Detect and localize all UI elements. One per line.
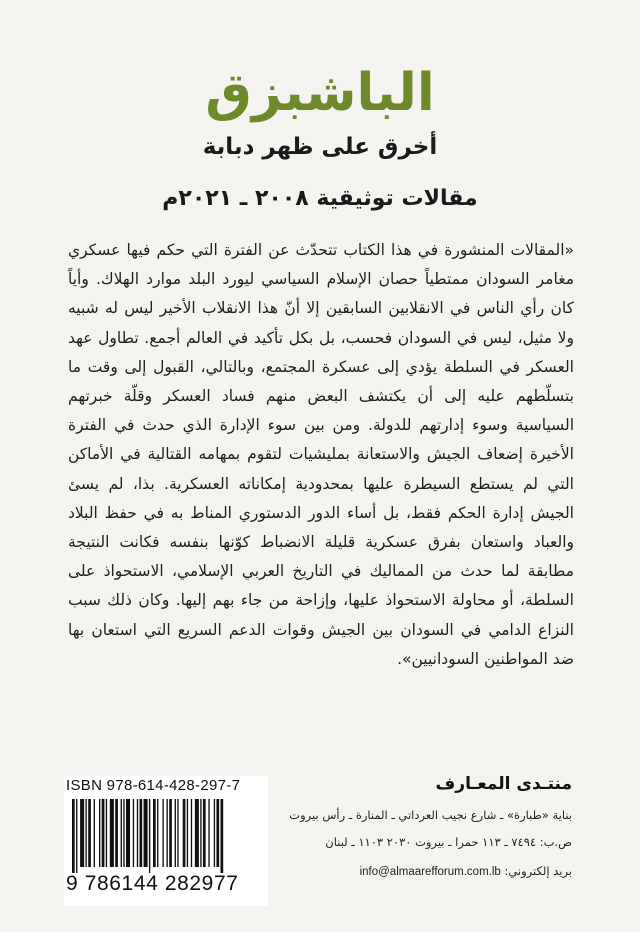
book-title: الباشبزق — [205, 63, 435, 123]
email-label: بريد إلكتروني: — [504, 864, 572, 878]
publisher-email[interactable]: info@almaarefforum.com.lb — [359, 866, 501, 878]
publisher-email-line — [360, 862, 572, 881]
publisher-address: بناية «طبارة» ـ شارع نجيب العرداتي ـ المنارة ـ رأس بيروت — [289, 808, 572, 822]
blurb-paragraph: «المقالات المنشورة في هذا الكتاب تتحدّث عن الفترة التي حكم فيها عسكري مغامر السودان ممتطياً حصان الإسلام السياسي ليورد البلد موارد الهلاك. وأياً كان رأي الناس في الانقلابين السابقين إلا أنّ هذا الانقلاب الأخير ليس له شبيه ولا مثيل، ليس في السودان فحسب، بل بكل تأكيد في العالم أجمع. تطاول عهد العسكر في السلطة يؤدي إلى عسكرة المجتمع، وبالتالي، القبول إلى وقت ما بتسلّطهم عليه إلى أن يكتشف البعض منهم فساد العسكر وقلّة خبرتهم السياسية وسوء إدارتهم للدولة. ومن بين سوء الإدارة الذي حدث في الفترة الأخيرة إضعاف الجيش والاستعانة بمليشيات لتقوم بمهامه القتالية في الأماكن التي لم يستطع السيطرة عليها بمحدودية إمكاناته العسكرية. بذا، لم يسئ الجيش إدارة الحكم فقط، بل أساء الدور الدستوري المناط به في حفظ البلاد والعباد واستعان بفرق عسكرية قليلة الانضباط كوّنها بنفسه فكانت النتيجة مطابقة لما حدث من المماليك في التاريخ العربي الإسلامي، الاستحواذ على السلطة، أو محاولة الاستحواذ عليها، وإزاحة من جاء بهم إليها. وكان ذلك سبب النزاع الدامي في السودان بين الجيش وقوات الدعم السريع التي استعان بها ضد المواطنين السودانيين». — [68, 241, 574, 668]
book-subtitle: أخرق على ظهر دبابة — [202, 134, 438, 160]
back-cover-blurb — [68, 236, 574, 674]
barcode-icon — [66, 799, 270, 873]
publisher-pobox: ص.ب: ٧٤٩٤ ـ ١١٣ حمرا ـ بيروت ٢٠٣٠ ١١٠٣ ـ لبنان — [325, 835, 572, 849]
publisher-name: منتـدى المعـارف — [435, 774, 572, 794]
isbn-label: ISBN 978-614-428-297-7 — [66, 777, 241, 794]
book-series-line: مقالات توثيقية ٢٠٠٨ ـ ٢٠٢١م — [162, 186, 478, 211]
barcode-digits: 9 786144 282977 — [66, 872, 239, 895]
